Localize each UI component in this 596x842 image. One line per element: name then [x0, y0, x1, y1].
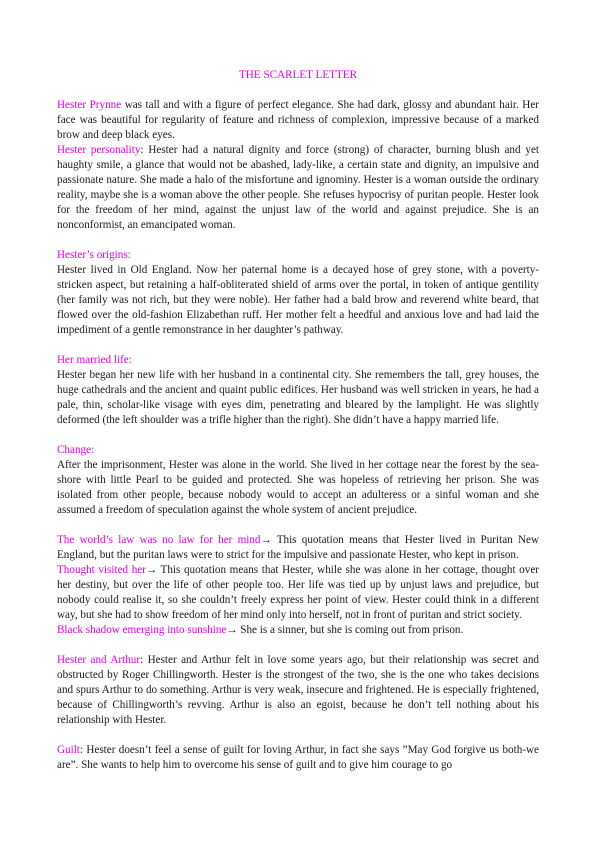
- arthur-text: : Hester and Arthur felt in love some years ago, but their relationship was secret and obstructed by Roger Chillingworth. Hester is the strongest of the two, she is the one who takes decisions and spurs Arthur to do something. Arthur is very weak, insecure and frightened. He is especially frightened, because of Chillingworth’s revving. Arthur is also an egoist, because he don’t tell nothing about his relationship with Hester.: [57, 654, 539, 726]
- guilt-label: Guilt: [57, 744, 80, 756]
- personality-label: Hester personality: [57, 144, 141, 156]
- spacer: [57, 518, 539, 533]
- intro-label: Hester Prynne: [57, 99, 122, 111]
- quote3-text: → She is a sinner, but she is coming out from prison.: [226, 624, 464, 636]
- quote2-label: Thought visited her: [57, 564, 146, 576]
- guilt-text: : Hester doesn’t feel a sense of guilt for loving Arthur, in fact she says ”May God forgive us both-we are”. She wants to help him to overcome his sense of guilt and to give him courage to go: [57, 744, 539, 771]
- origins-heading: Hester’s origins:: [57, 249, 131, 261]
- origins-text: Hester lived in Old England. Now her paternal home is a decayed hose of grey stone, with a poverty-stricken aspect, but retaining a half-obliterated shield of arms over the portal, in token of antique gentility (her family was not rich, but they were noble). Her father had a bald brow and reverend white beard, that flowed over the old-fashion Elizabethan ruff. Her mother felt a heedful and anxious love and had laid the impediment of a gentle remonstrance in her daughter’s pathway.: [57, 264, 539, 336]
- personality-paragraph: [57, 143, 539, 233]
- origins-paragraph: [57, 248, 539, 338]
- guilt-paragraph: [57, 743, 539, 773]
- quote1-text: → This quotation means that Hester lived in Puritan New England, but the puritan laws were to strict for the impulsive and passionate Hester, who kept in prison.: [57, 534, 540, 561]
- quote2-text: → This quotation means that Hester, while she was alone in her cottage, thought over her destiny, but over the life of other people too. Her life was tied up by unjust laws and prejudice, but nobody could realise it, so she couldn’t freely express her point of view. Hester could think in a different way, but she had to show freedom of her mind only into herself, not in front of puritan and strict society.: [57, 564, 539, 621]
- personality-text: : Hester had a natural dignity and force (strong) of character, burning blush and yet haughty smile, a glance that would not be abashed, lady-like, a certain state and dignity, an impulsive and passionate nature. She made a halo of the misfortune and ignominy. Hester is a woman outside the ordinary reality, maybe she is a woman above the other people. She refuses hypocrisy of puritan people. Hester look for the freedom of her mind, against the unjust law of the world and against prejudice. She is an nonconformist, an emancipated woman.: [57, 144, 539, 231]
- change-heading: Change:: [57, 444, 95, 456]
- change-paragraph: [57, 443, 539, 518]
- arthur-label: Hester and Arthur: [57, 654, 141, 666]
- intro-text: was tall and with a figure of perfect elegance. She had dark, glossy and abundant hair. Her face was beautiful for regularity of feature and richness of complexion, impressive because of a marked brow and deep black eyes.: [57, 99, 539, 141]
- arthur-paragraph: [57, 653, 539, 728]
- intro-paragraph: [57, 98, 539, 143]
- document-page: [57, 68, 539, 773]
- spacer: [57, 233, 539, 248]
- married-paragraph: [57, 353, 539, 428]
- quote1-paragraph: [57, 533, 539, 563]
- spacer: [57, 428, 539, 443]
- quote1-label: The world’s law was no law for her mind: [57, 534, 261, 546]
- married-heading: Her married life:: [57, 354, 132, 366]
- spacer: [57, 338, 539, 353]
- change-text: After the imprisonment, Hester was alone in the world. She lived in her cottage near the forest by the sea-shore with little Pearl to be guided and protected. She was hopeless of retrieving her prison. She was isolated from other people, because nobody would to accept an adulteress or a sinful woman and she assumed a freedom of speculation against the whole system of ancient prejudice.: [57, 459, 539, 516]
- spacer: [57, 728, 539, 743]
- married-text: Hester began her new life with her husband in a continental city. She remembers the tall, grey houses, the huge cathedrals and the ancient and quaint public edifices. Her husband was well stricken in years, he had a pale, thin, scholar-like visage with eyes dim, penetrating and bleared by the lamplight. He was slightly deformed (the left shoulder was a trifle higher than the right). She didn’t have a happy married life.: [57, 369, 539, 426]
- spacer: [57, 638, 539, 653]
- quote3-label: Black shadow emerging into sunshine: [57, 624, 227, 636]
- quote2-paragraph: [57, 563, 539, 623]
- page-title: THE SCARLET LETTER: [239, 69, 357, 81]
- quote3-paragraph: [57, 623, 539, 638]
